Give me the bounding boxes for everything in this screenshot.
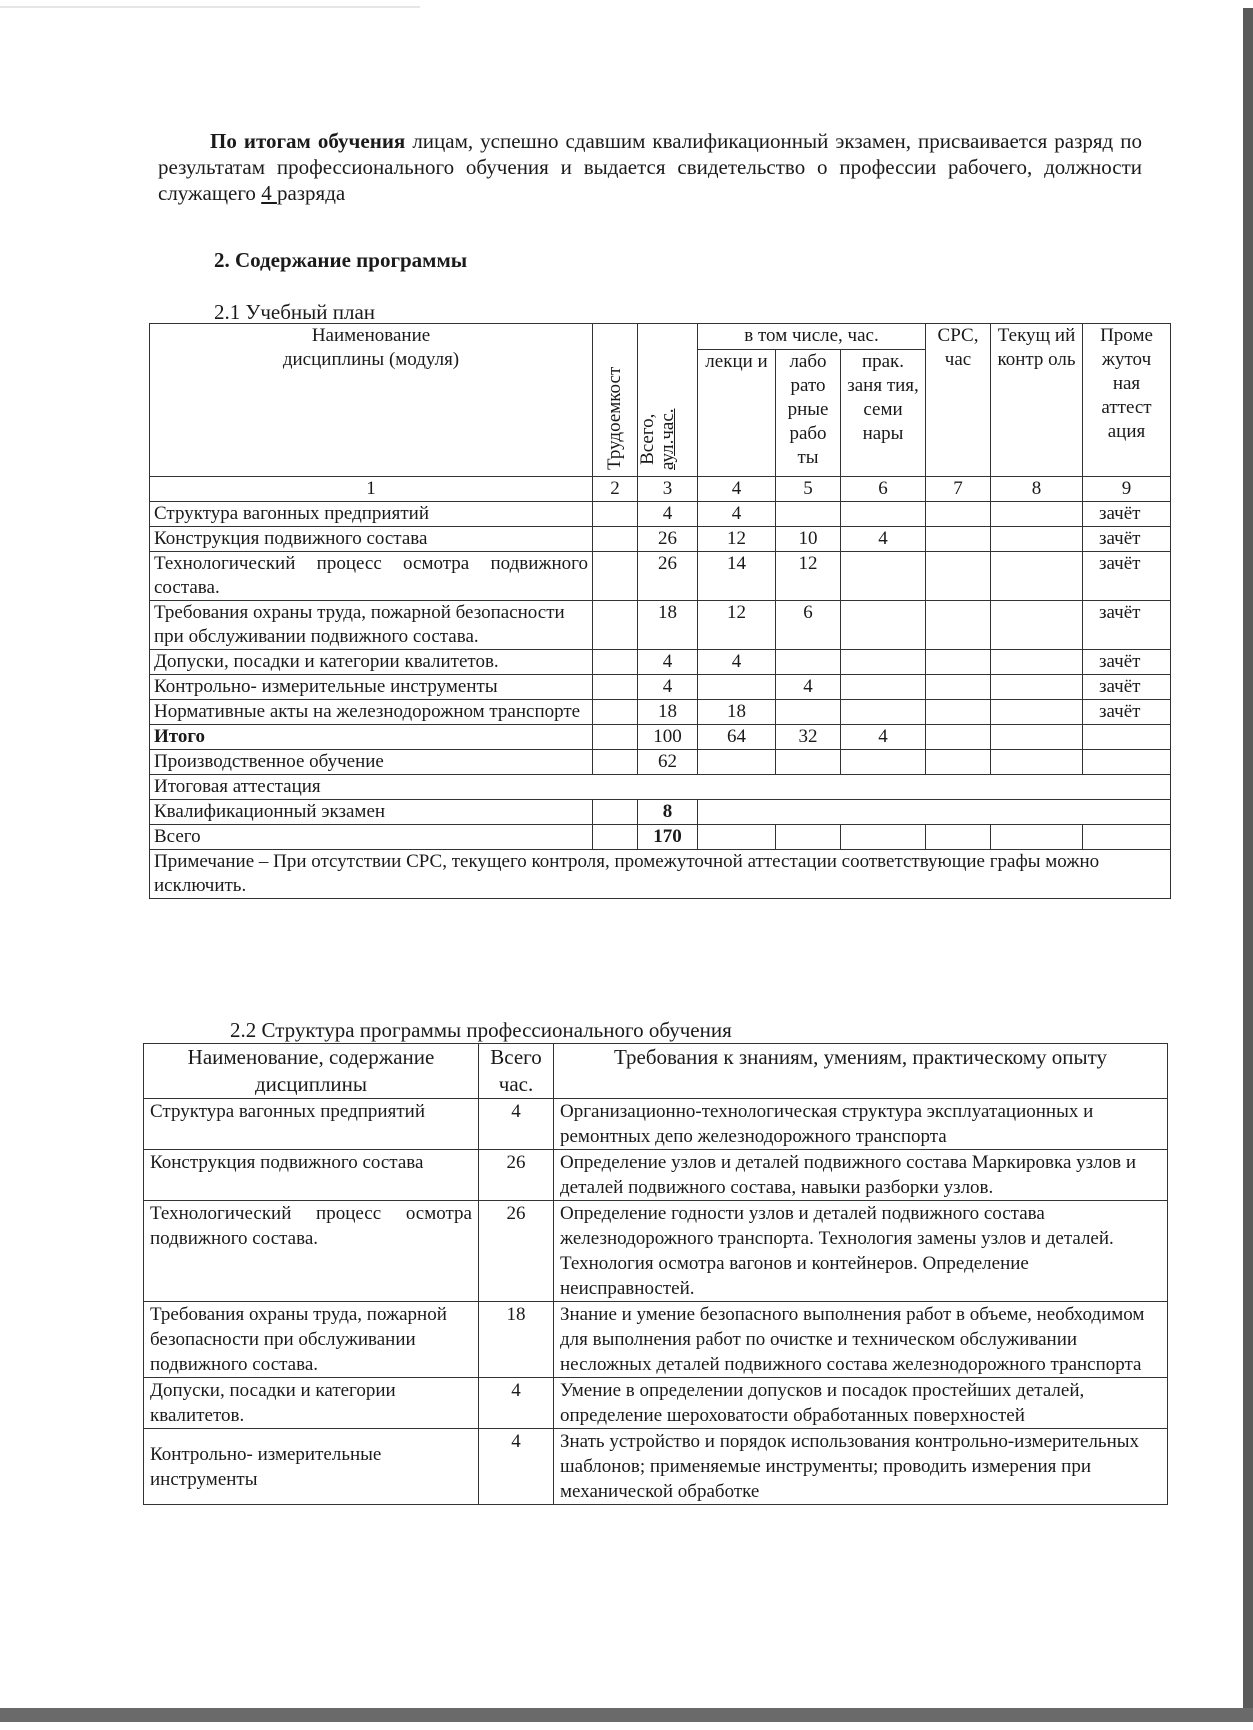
cell-lectures: 4 xyxy=(698,650,776,675)
intro-text: лицам, успешно сдавшим квалификационный экзамен, присваивается разряд по результатам профессионального обучения и выдается свидетельство о профессии рабочего, должности служащего xyxy=(158,129,1142,205)
cell xyxy=(926,725,991,750)
cell-practice xyxy=(841,650,926,675)
col-number: 8 xyxy=(991,477,1083,502)
cell-total: 4 xyxy=(638,502,698,527)
cell-lectures xyxy=(698,675,776,700)
cell-labor xyxy=(593,601,638,650)
cell-lectures: 12 xyxy=(698,527,776,552)
scan-artifact-top xyxy=(0,6,420,8)
col-number: 4 xyxy=(698,477,776,502)
subsection-curriculum-title: 2.1 Учебный план xyxy=(214,300,376,324)
intro-paragraph xyxy=(158,128,1142,206)
cell xyxy=(593,725,638,750)
cell-total: 4 xyxy=(638,675,698,700)
discipline-requirements: Определение узлов и деталей подвижного состава Маркировка узлов и деталей подвижного состава, навыки разборки узлов. xyxy=(554,1150,1168,1201)
production-row xyxy=(150,750,1171,775)
cell xyxy=(698,825,776,850)
discipline-name: Требования охраны труда, пожарной безопасности при обслуживании подвижного состава. xyxy=(150,601,593,650)
col-number: 3 xyxy=(638,477,698,502)
scan-border-right xyxy=(1243,8,1253,1722)
cell-srs xyxy=(926,601,991,650)
discipline-name: Конструкция подвижного состава xyxy=(144,1150,479,1201)
curriculum-table xyxy=(149,323,1171,899)
discipline-hours: 18 xyxy=(479,1302,554,1378)
subsection-structure-title: 2.2 Структура программы профессионального обучения xyxy=(230,1018,732,1042)
grand-total-label: Всего xyxy=(150,825,593,850)
cell xyxy=(991,825,1083,850)
header-current-control: Текущ ий контр оль xyxy=(991,324,1083,477)
cell xyxy=(991,725,1083,750)
cell xyxy=(698,750,776,775)
discipline-name: Структура вагонных предприятий xyxy=(144,1099,479,1150)
subtotal-label: Итого xyxy=(150,725,593,750)
grand-total-row xyxy=(150,825,1171,850)
cell xyxy=(593,825,638,850)
production-total: 62 xyxy=(638,750,698,775)
discipline-requirements: Умение в определении допусков и посадок простейших деталей, определение шероховатости обработанных поверхностей xyxy=(554,1378,1168,1429)
cell-srs xyxy=(926,675,991,700)
cell-labor xyxy=(593,552,638,601)
table-row xyxy=(144,1201,1168,1302)
cell-labs: 6 xyxy=(776,601,841,650)
qualification-exam-row xyxy=(150,800,1171,825)
cell-total: 18 xyxy=(638,601,698,650)
header-interim: Проме жуточ ная аттест ация xyxy=(1083,324,1171,477)
header-labs: лабо рато рные рабо ты xyxy=(776,350,841,477)
cell-interim: зачёт xyxy=(1083,527,1171,552)
discipline-requirements: Организационно-технологическая структура эксплуатационных и ремонтных депо железнодорожного транспорта xyxy=(554,1099,1168,1150)
cell xyxy=(991,750,1083,775)
cell-control xyxy=(991,700,1083,725)
subtotal-total: 100 xyxy=(638,725,698,750)
cell-lectures: 18 xyxy=(698,700,776,725)
table-row xyxy=(144,1429,1168,1505)
table-row xyxy=(150,700,1171,725)
intro-bold-lead: По итогам обучения xyxy=(210,129,406,153)
final-attestation-label: Итоговая аттестация xyxy=(150,775,1171,800)
exam-label: Квалификационный экзамен xyxy=(150,800,593,825)
exam-total: 8 xyxy=(638,800,698,825)
cell xyxy=(926,825,991,850)
header-total-text xyxy=(638,408,678,470)
structure-header-row xyxy=(144,1044,1168,1099)
cell-labs: 10 xyxy=(776,527,841,552)
cell-total: 18 xyxy=(638,700,698,725)
table-row xyxy=(150,675,1171,700)
header-total-line1: Всего, xyxy=(636,413,658,465)
cell-control xyxy=(991,675,1083,700)
cell xyxy=(776,825,841,850)
intro-text-end: разряда xyxy=(276,181,346,205)
discipline-requirements: Определение годности узлов и деталей подвижного состава железнодорожного транспорта. Технология замены узлов и деталей. Технология осмотра вагонов и контейнеров. Определение неисправностей. xyxy=(554,1201,1168,1302)
cell-interim: зачёт xyxy=(1083,675,1171,700)
col-number: 9 xyxy=(1083,477,1171,502)
cell xyxy=(841,825,926,850)
header-labor xyxy=(593,324,638,477)
subtotal-row xyxy=(150,725,1171,750)
header-labor-text: Трудоемкост xyxy=(604,366,625,470)
cell-labs xyxy=(776,650,841,675)
intro-rank: 4 xyxy=(261,181,277,205)
cell xyxy=(926,750,991,775)
cell-lectures: 14 xyxy=(698,552,776,601)
discipline-name: Нормативные акты на железнодорожном транспорте xyxy=(150,700,593,725)
discipline-name: Требования охраны труда, пожарной безопасности при обслуживании подвижного состава. xyxy=(144,1302,479,1378)
cell-labs xyxy=(776,700,841,725)
cell-total: 4 xyxy=(638,650,698,675)
cell-practice xyxy=(841,502,926,527)
cell-labs: 4 xyxy=(776,675,841,700)
cell-srs xyxy=(926,650,991,675)
table-row xyxy=(144,1378,1168,1429)
cell-interim: зачёт xyxy=(1083,700,1171,725)
cell-total: 26 xyxy=(638,552,698,601)
cell-practice xyxy=(841,700,926,725)
col-number: 1 xyxy=(150,477,593,502)
scan-border-bottom xyxy=(0,1708,1253,1722)
discipline-hours: 4 xyxy=(479,1378,554,1429)
subtotal-labs: 32 xyxy=(776,725,841,750)
col-number: 5 xyxy=(776,477,841,502)
header-lectures: лекци и xyxy=(698,350,776,477)
header-total-line2: аул.час. xyxy=(656,408,678,470)
table-row xyxy=(150,502,1171,527)
discipline-requirements: Знать устройство и порядок использования контрольно-измерительных шаблонов; применяемые инструменты; проводить измерения при механической обработке xyxy=(554,1429,1168,1505)
discipline-hours: 26 xyxy=(479,1201,554,1302)
section-title: 2. Содержание программы xyxy=(214,248,468,272)
cell-interim: зачёт xyxy=(1083,601,1171,650)
table-row xyxy=(150,650,1171,675)
discipline-hours: 4 xyxy=(479,1429,554,1505)
cell xyxy=(1083,825,1171,850)
column-number-row xyxy=(150,477,1171,502)
grand-total-value: 170 xyxy=(638,825,698,850)
structure-header-hours: Всего час. xyxy=(479,1044,554,1099)
header-practice: прак. заня тия, семи нары xyxy=(841,350,926,477)
cell-practice xyxy=(841,552,926,601)
discipline-requirements: Знание и умение безопасного выполнения работ в объеме, необходимом для выполнения работ по очистке и техническом обслуживании несложных деталей подвижного состава железнодорожного транспорта xyxy=(554,1302,1168,1378)
structure-header-requirements: Требования к знаниям, умениям, практическому опыту xyxy=(554,1044,1168,1099)
table-row xyxy=(144,1150,1168,1201)
table-row xyxy=(150,601,1171,650)
cell-labs: 12 xyxy=(776,552,841,601)
table-row xyxy=(144,1302,1168,1378)
discipline-name: Технологический процесс осмотра подвижного состава. xyxy=(150,552,593,601)
structure-header-name: Наименование, содержание дисциплины xyxy=(144,1044,479,1099)
curriculum-body xyxy=(150,502,1171,725)
header-including: в том числе, час. xyxy=(698,324,926,350)
discipline-hours: 26 xyxy=(479,1150,554,1201)
discipline-name: Контрольно- измерительные инструменты xyxy=(150,675,593,700)
cell-control xyxy=(991,650,1083,675)
cell-practice: 4 xyxy=(841,527,926,552)
cell xyxy=(1083,725,1171,750)
cell xyxy=(698,800,1171,825)
cell xyxy=(593,750,638,775)
header-total xyxy=(638,324,698,477)
cell-control xyxy=(991,502,1083,527)
col-number: 7 xyxy=(926,477,991,502)
cell-srs xyxy=(926,552,991,601)
col-number: 2 xyxy=(593,477,638,502)
subtotal-practice: 4 xyxy=(841,725,926,750)
discipline-name: Допуски, посадки и категории квалитетов. xyxy=(150,650,593,675)
cell-practice xyxy=(841,675,926,700)
discipline-name: Технологический процесс осмотра подвижного состава. xyxy=(144,1201,479,1302)
table-row xyxy=(150,552,1171,601)
cell-control xyxy=(991,601,1083,650)
header-name: Наименование дисциплины (модуля) xyxy=(150,324,593,477)
cell-lectures: 12 xyxy=(698,601,776,650)
subtotal-lectures: 64 xyxy=(698,725,776,750)
cell-lectures: 4 xyxy=(698,502,776,527)
cell xyxy=(593,800,638,825)
col-number: 6 xyxy=(841,477,926,502)
cell-interim: зачёт xyxy=(1083,650,1171,675)
table-row xyxy=(150,527,1171,552)
cell-srs xyxy=(926,527,991,552)
final-attestation-row xyxy=(150,775,1171,800)
header-srs: СРС, час xyxy=(926,324,991,477)
production-label: Производственное обучение xyxy=(150,750,593,775)
cell-labor xyxy=(593,502,638,527)
cell xyxy=(841,750,926,775)
discipline-name: Контрольно- измерительные инструменты xyxy=(144,1429,479,1505)
discipline-name: Структура вагонных предприятий xyxy=(150,502,593,527)
cell-total: 26 xyxy=(638,527,698,552)
structure-body xyxy=(144,1099,1168,1505)
table-note: Примечание – При отсутствии СРС, текущего контроля, промежуточной аттестации соответствующие графы можно исключить. xyxy=(150,850,1171,899)
cell-interim: зачёт xyxy=(1083,502,1171,527)
discipline-name: Допуски, посадки и категории квалитетов. xyxy=(144,1378,479,1429)
cell xyxy=(1083,750,1171,775)
cell-control xyxy=(991,552,1083,601)
cell-interim: зачёт xyxy=(1083,552,1171,601)
program-structure-table xyxy=(143,1043,1168,1505)
discipline-name: Конструкция подвижного состава xyxy=(150,527,593,552)
cell-labs xyxy=(776,502,841,527)
note-row xyxy=(150,850,1171,899)
cell xyxy=(776,750,841,775)
discipline-hours: 4 xyxy=(479,1099,554,1150)
table-row xyxy=(144,1099,1168,1150)
cell-labor xyxy=(593,650,638,675)
cell-practice xyxy=(841,601,926,650)
header-row xyxy=(150,324,1171,350)
cell-labor xyxy=(593,700,638,725)
cell-srs xyxy=(926,502,991,527)
cell-labor xyxy=(593,675,638,700)
cell-srs xyxy=(926,700,991,725)
cell-labor xyxy=(593,527,638,552)
cell-control xyxy=(991,527,1083,552)
